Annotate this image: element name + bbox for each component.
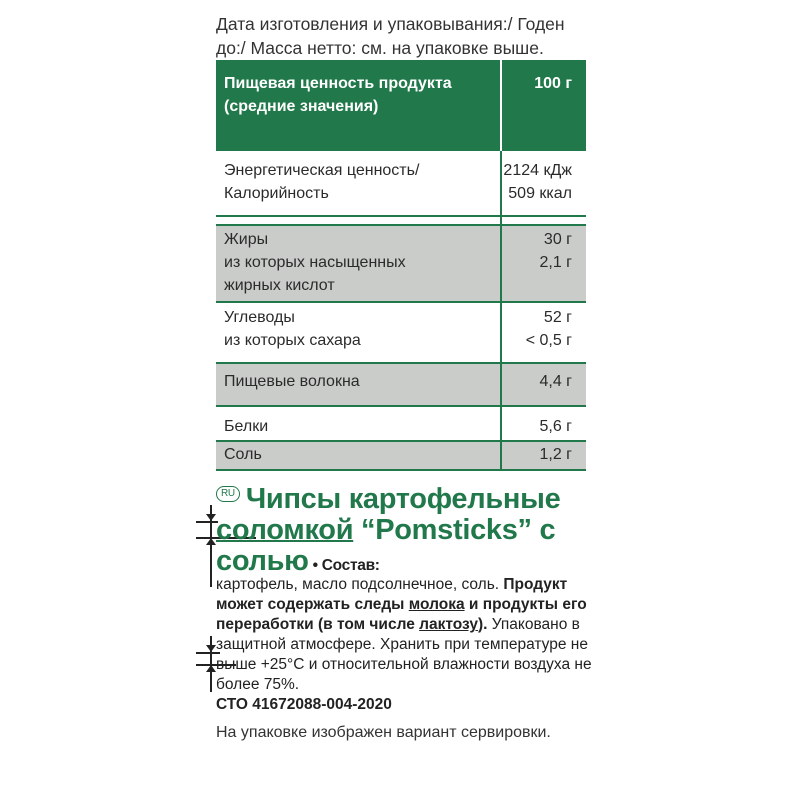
fat-label-3: жирных кислот — [224, 277, 335, 294]
table-row-carbs — [216, 302, 586, 363]
table-row-fiber — [216, 363, 586, 406]
nutrition-table — [216, 60, 586, 471]
energy-value-kcal: 509 ккал — [508, 185, 572, 202]
header-label — [216, 60, 501, 150]
header-label-line2: (средние значения) — [224, 98, 379, 115]
product-title-line1: Чипсы картофельные — [245, 483, 561, 515]
header-value: 100 г — [501, 60, 586, 150]
energy-label-1: Энергетическая ценность/ — [224, 162, 420, 179]
product-title-line2a: соломкой — [216, 514, 354, 546]
ru-language-badge: RU — [216, 486, 240, 502]
fiber-value: 4,4 г — [501, 363, 586, 406]
table-row-energy — [216, 150, 586, 216]
allergen-part1: Продукт может содержать следы — [216, 576, 568, 613]
table-row-protein — [216, 406, 586, 441]
standard-code: СТО 41672088-004-2020 — [216, 696, 392, 713]
allergen-part3: ). — [477, 616, 488, 633]
composition-ingredients: картофель, масло подсолнечное, соль. — [216, 576, 504, 593]
energy-value-kj: 2124 кДж — [503, 162, 572, 179]
energy-label-2: Калорийность — [224, 185, 329, 202]
allergen-milk: молока — [408, 596, 465, 613]
serving-note: На упаковке изображен вариант сервировки. — [216, 724, 551, 741]
salt-value: 1,2 г — [501, 441, 586, 470]
protein-label: Белки — [216, 406, 501, 441]
product-title-line3: солью — [216, 545, 309, 577]
carbs-label-1: Углеводы — [224, 309, 295, 326]
product-title-line2b: “Pomsticks” с — [353, 514, 556, 546]
table-row-fat — [216, 225, 586, 302]
saturated-fat-value: 2,1 г — [539, 254, 572, 271]
fat-label-1: Жиры — [224, 231, 269, 248]
nutrition-table-header — [216, 60, 586, 150]
product-title — [216, 484, 596, 577]
allergen-part2: и продукты его переработки (в том числе — [216, 596, 587, 633]
carbs-value: 52 г — [543, 309, 572, 326]
composition-label: • Состав: — [308, 557, 380, 574]
carbs-label-2: из которых сахара — [224, 332, 361, 349]
protein-value: 5,6 г — [501, 406, 586, 441]
product-description — [216, 484, 596, 715]
allergen-lactose: лактозу — [419, 616, 478, 633]
storage-conditions: Упаковано в защитной атмосфере. Хранить при температуре не выше +25°С и относительной влажности воздуха не более 75%. — [216, 616, 592, 693]
header-info-text: Дата изготовления и упаковывания:/ Годен до:/ Масса нетто: см. на упаковке выше. — [216, 14, 565, 58]
fat-value: 30 г — [543, 231, 572, 248]
header-label-line1: Пищевая ценность продукта — [224, 75, 452, 92]
composition-text — [216, 575, 596, 695]
sugar-value: < 0,5 г — [525, 332, 572, 349]
table-row-salt — [216, 441, 586, 470]
fat-label-2: из которых насыщенных — [224, 254, 406, 271]
fiber-label: Пищевые волокна — [216, 363, 501, 406]
salt-label: Соль — [216, 441, 501, 470]
